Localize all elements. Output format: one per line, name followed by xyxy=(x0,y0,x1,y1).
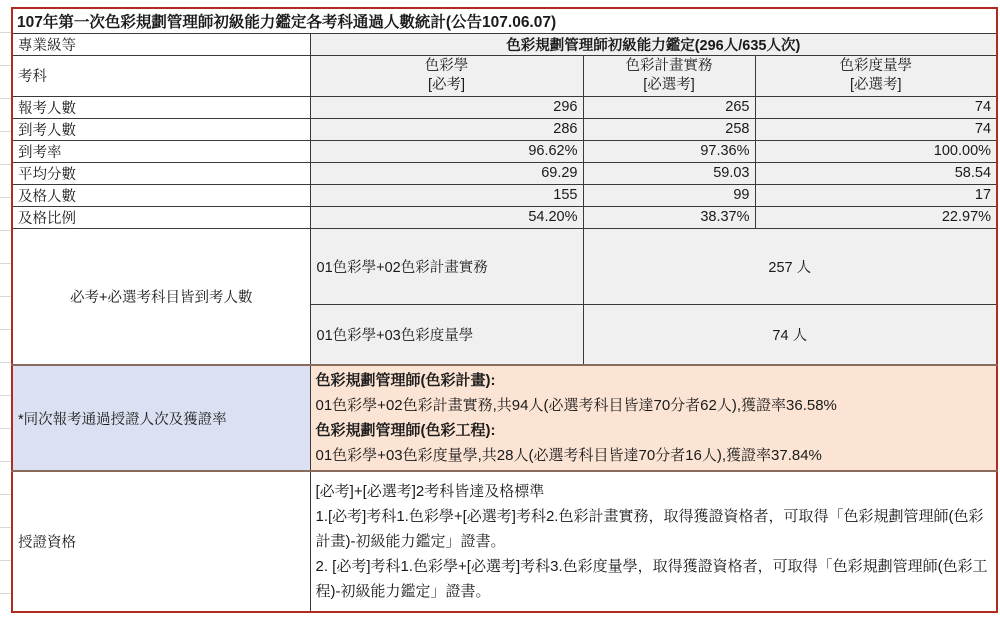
stat-value: 258 xyxy=(583,118,755,140)
level-value: 色彩規劃管理師初級能力鑑定(296人/635人次) xyxy=(310,33,997,55)
table-row xyxy=(12,184,997,206)
attendance-label: 必考+必選考科目皆到考人數 xyxy=(12,228,310,365)
attendance-count: 257 人 xyxy=(583,228,997,304)
attendance-combo: 01色彩學+03色彩度量學 xyxy=(310,304,583,365)
stat-value: 54.20% xyxy=(310,206,583,228)
table-row xyxy=(12,118,997,140)
stat-value: 96.62% xyxy=(310,140,583,162)
table-row xyxy=(12,96,997,118)
qualification-line: 2. [必考]考科1.色彩學+[必選考]考科3.色彩度量學，取得獲證資格者，可取得「色彩規劃管理師(色彩工程)-初級能力鑑定」證書。 xyxy=(315,558,988,600)
subject-header xyxy=(310,55,583,96)
qualification-line: [必考]+[必選考]2考科皆達及格標準 xyxy=(315,483,545,500)
table-title: 107年第一次色彩規劃管理師初級能力鑑定各考科通過人數統計(公告107.06.07) xyxy=(12,8,997,33)
stat-label: 到考人數 xyxy=(12,118,310,140)
level-label: 專業級等 xyxy=(12,33,310,55)
stat-value: 286 xyxy=(310,118,583,140)
stat-value: 99 xyxy=(583,184,755,206)
stat-value: 38.37% xyxy=(583,206,755,228)
subject-name: 色彩計畫實務 xyxy=(625,57,713,74)
stat-value: 69.29 xyxy=(310,162,583,184)
table-row xyxy=(12,365,997,471)
subjects-label: 考科 xyxy=(12,55,310,96)
stat-label: 報考人數 xyxy=(12,96,310,118)
stat-value: 22.97% xyxy=(755,206,997,228)
stat-label: 及格比例 xyxy=(12,206,310,228)
cert-line: 01色彩學+02色彩計畫實務,共94人(必選考科目皆達70分者62人),獲證率36.58% xyxy=(315,397,837,414)
stat-label: 平均分數 xyxy=(12,162,310,184)
stat-value: 74 xyxy=(755,118,997,140)
subject-type: [必選考] xyxy=(849,76,902,93)
stats-table xyxy=(11,7,998,613)
bottom-gridline-strip xyxy=(0,615,1000,628)
cert-rate-label: *同次報考通過授證人次及獲證率 xyxy=(12,365,310,471)
stat-value: 296 xyxy=(310,96,583,118)
table-row xyxy=(12,206,997,228)
table-row xyxy=(12,140,997,162)
subject-header xyxy=(583,55,755,96)
stat-value: 58.54 xyxy=(755,162,997,184)
stat-value: 74 xyxy=(755,96,997,118)
subject-type: [必選考] xyxy=(643,76,695,93)
qualification-body xyxy=(310,471,997,612)
subject-name: 色彩度量學 xyxy=(839,57,913,74)
table-row xyxy=(12,471,997,612)
stat-value: 17 xyxy=(755,184,997,206)
attendance-combo: 01色彩學+02色彩計畫實務 xyxy=(310,228,583,304)
stat-value: 265 xyxy=(583,96,755,118)
qualification-label: 授證資格 xyxy=(12,471,310,612)
subject-header xyxy=(755,55,997,96)
subject-name: 色彩學 xyxy=(424,57,469,74)
cert-rate-body xyxy=(310,365,997,471)
stat-value: 97.36% xyxy=(583,140,755,162)
qualification-line: 1.[必考]考科1.色彩學+[必選考]考科2.色彩計畫實務，取得獲證資格者，可取得「色彩規劃管理師(色彩計畫)-初級能力鑑定」證書。 xyxy=(315,508,984,550)
stat-label: 到考率 xyxy=(12,140,310,162)
cert-line: 色彩規劃管理師(色彩工程): xyxy=(315,422,496,439)
stat-label: 及格人數 xyxy=(12,184,310,206)
stat-value: 100.00% xyxy=(755,140,997,162)
table-row xyxy=(12,228,997,304)
subject-type: [必考] xyxy=(427,76,466,93)
cert-line: 01色彩學+03色彩度量學,共28人(必選考科目皆達70分者16人),獲證率37.84% xyxy=(315,447,822,464)
stat-value: 155 xyxy=(310,184,583,206)
cert-line: 色彩規劃管理師(色彩計畫): xyxy=(315,372,496,389)
stat-value: 59.03 xyxy=(583,162,755,184)
attendance-count: 74 人 xyxy=(583,304,997,365)
table-row xyxy=(12,162,997,184)
